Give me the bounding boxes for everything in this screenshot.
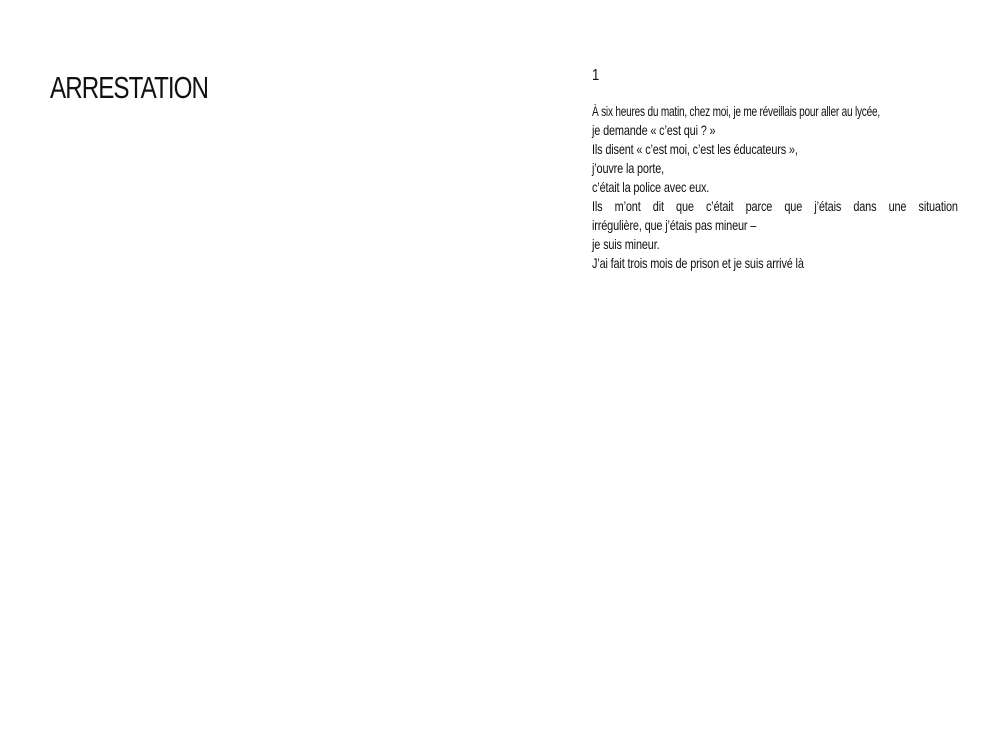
poem-line	[592, 102, 958, 121]
text-column	[592, 62, 958, 273]
poem-line	[592, 197, 958, 216]
poem-line-text: je suis mineur.	[592, 236, 660, 252]
page-title: ARRESTATION	[50, 70, 209, 105]
poem-line	[592, 159, 958, 178]
section-number: 1	[592, 67, 600, 84]
poem-line-text: J’ai fait trois mois de prison et je suis arrivé là	[592, 255, 804, 271]
poem-line	[592, 121, 958, 140]
poem-line	[592, 178, 958, 197]
poem-line-text: Ils disent « c’est moi, c’est les éducateurs »,	[592, 141, 798, 157]
poem-line	[592, 140, 958, 159]
poem-line-text: je demande « c’est qui ? »	[592, 122, 716, 138]
poem-line	[592, 235, 958, 254]
poem-line	[592, 254, 958, 273]
poem-line-text: c’était la police avec eux.	[592, 179, 710, 195]
poem-text	[592, 102, 958, 273]
poem-line	[592, 216, 958, 235]
poem-line-text: j’ouvre la porte,	[592, 160, 665, 176]
poem-line-text: À six heures du matin, chez moi, je me réveillais pour aller au lycée,	[592, 103, 880, 119]
poem-line-text: Ils m’ont dit que c’était parce que j’étais dans une situation	[592, 198, 958, 214]
poem-line-text: irrégulière, que j’étais pas mineur –	[592, 217, 757, 233]
